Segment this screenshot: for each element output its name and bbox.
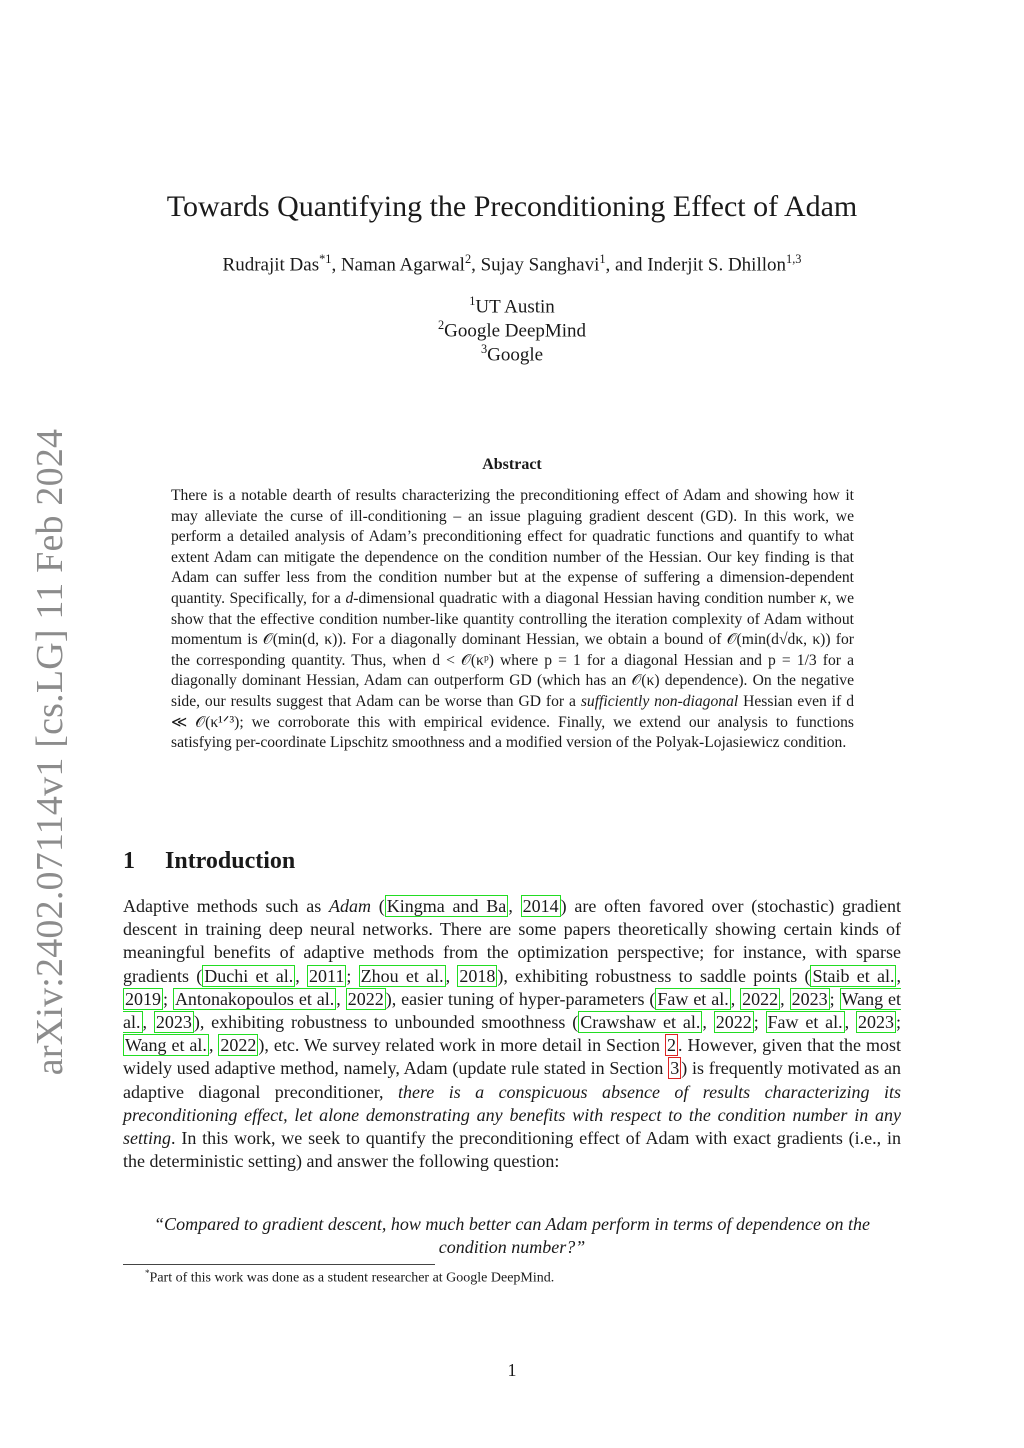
citation-link[interactable]: 2022 (715, 1012, 752, 1033)
intro-text: . In this work, we seek to quantify the preconditioning effect of Adam with exact gradients (i.e., in the deterministic setting) and answer the following question: (123, 1128, 901, 1172)
abstract-segment: -dimensional quadratic with a diagonal Hessian having condition number (353, 589, 820, 607)
intro-text: Adaptive methods such as (123, 896, 330, 916)
affiliation-name: Google (487, 344, 544, 366)
intro-text: ), exhibiting robustness to saddle points ( (497, 965, 811, 986)
footnote (123, 1268, 554, 1287)
arxiv-identifier-stamp[interactable]: arXiv:2402.07114v1 [cs.LG] 11 Feb 2024 (29, 428, 71, 1076)
author-separator: , (331, 254, 341, 276)
intro-text: , (730, 988, 741, 1009)
footnote-mark: * (145, 1268, 150, 1278)
author-list (0, 252, 1024, 276)
intro-text: , (702, 1012, 714, 1033)
section-title: Introduction (165, 848, 296, 874)
intro-text: ; (163, 988, 173, 1009)
affiliation (0, 342, 1024, 366)
section-number: 1 (123, 848, 135, 874)
citation-link[interactable]: 2019 (125, 988, 161, 1009)
intro-text: ) is frequently motivated as an adaptive diagonal preconditioner, (123, 1058, 901, 1102)
citation-link[interactable]: 2011 (309, 965, 345, 986)
citation-link[interactable]: Wang et al. (123, 988, 902, 1033)
section-heading (123, 848, 295, 875)
intro-text: . However, given that the most widely used adaptive method, namely, Adam (update rule stated in Section (123, 1035, 902, 1079)
intro-text: , (336, 988, 346, 1009)
citation-link[interactable]: 2023 (155, 1012, 192, 1033)
affiliation-mark: 2 (437, 318, 445, 332)
abstract-math: d (345, 589, 354, 607)
intro-text: , (445, 965, 458, 986)
author-name: Rudrajit Das (222, 254, 320, 276)
citation-link[interactable]: Crawshaw et al. (580, 1012, 701, 1033)
intro-text: , (208, 1035, 219, 1056)
author-name: Inderjit S. Dhillon (647, 254, 787, 276)
page-number: 1 (507, 1360, 517, 1380)
intro-emphasis: there is a conspicuous absence of results characterizing its preconditioning effect, let alone demonstrating any benefits with respect to the condition number in any setting (123, 1081, 901, 1149)
abstract-segment: , we show that the effective condition number-like quantity controlling the iteration complexity of Adam without momentum is 𝒪(min(d, κ)). For a diagonally dominant Hessian, we obtain a bound of 𝒪(min(d√dκ, κ)) for the corresponding quantity. Thus, when d < 𝒪(κᵖ) where p = 1 for a diagonal Hessian and p = 1/3 for a diagonally dominant Hessian, Adam can outperform GD (which has an 𝒪(κ) dependence). On the negative side, our results suggest that Adam can be worse than GD for a (171, 589, 854, 710)
citation-link[interactable]: Faw et al. (657, 988, 729, 1009)
intro-text: , (780, 988, 790, 1009)
intro-text: , (142, 1012, 154, 1033)
author-separator: , and (605, 254, 648, 276)
intro-text: ), exhibiting robustness to unbounded smoothness ( (193, 1012, 579, 1033)
affiliation-mark: 3 (480, 342, 488, 356)
paper-title: Towards Quantifying the Preconditioning Effect of Adam (166, 190, 858, 223)
intro-text: , (896, 965, 901, 986)
affiliation (0, 318, 1024, 342)
affiliation-name: UT Austin (475, 296, 555, 318)
citation-link[interactable]: Kingma and Ba (386, 896, 507, 916)
citation-link[interactable]: Duchi et al. (204, 965, 294, 986)
abstract-heading: Abstract (482, 456, 542, 473)
author-name: Naman Agarwal (340, 254, 465, 276)
intro-text: ), etc. We survey related work in more detail in Section (258, 1035, 665, 1056)
affiliation-mark: 1 (469, 294, 476, 308)
intro-text: , (508, 896, 521, 916)
author-affiliation-mark: 1 (599, 252, 606, 266)
intro-text: ; (346, 965, 359, 986)
abstract-text (171, 486, 854, 754)
intro-text: ) are often favored over (stochastic) gradient descent in training deep neural networks. There are some papers theoretically showing certain kinds of meaningful benefits of adaptive methods from the optimization perspective; for instance, with sparse gradients ( (123, 896, 902, 986)
abstract-emphasis: sufficiently non-diagonal (580, 692, 739, 710)
research-question-quote: “Compared to gradient descent, how much better can Adam perform in terms of dependence on the condition number?” (154, 1214, 870, 1258)
introduction-paragraph (123, 895, 901, 1173)
abstract-segment: Hessian even if d ≪ 𝒪(κ¹ᐟ³); we corroborate this with empirical evidence. Finally, we extend our analysis to functions satisfying per-coordinate Lipschitz smoothness and a modified version of the Polyak-Lojasiewicz condition. (171, 692, 854, 752)
author-affiliation-mark: *1 (319, 252, 332, 266)
citation-link[interactable]: 2023 (791, 988, 828, 1009)
abstract-segment: There is a notable dearth of results characterizing the preconditioning effect of Adam and showing how it may alleviate the curse of ill-conditioning – an issue plaguing gradient descent (GD). In this work, we perform a detailed analysis of Adam’s preconditioning effect for quadratic functions and quantify to what extent Adam can mitigate the dependence on the condition number of the Hessian. Our key finding is that Adam can suffer less from the condition number but at the expense of suffering a dimension-dependent quantity. Specifically, for a (171, 487, 854, 607)
citation-link[interactable]: 2018 (459, 965, 496, 986)
citation-link[interactable]: 2022 (742, 988, 779, 1009)
citation-link[interactable]: Antonakopoulos et al. (174, 988, 335, 1009)
intro-emphasis: Adam (329, 896, 372, 916)
section-reference-link[interactable]: 2 (667, 1035, 676, 1056)
section-reference-link[interactable]: 3 (670, 1058, 680, 1079)
affiliation-name: Google DeepMind (444, 320, 587, 342)
citation-link[interactable]: 2023 (857, 1012, 894, 1033)
footnote-text: Part of this work was done as a student researcher at Google DeepMind. (149, 1270, 555, 1286)
intro-text: ( (371, 896, 385, 916)
citation-link[interactable]: 2022 (220, 1035, 257, 1056)
intro-text: ; (829, 988, 840, 1009)
citation-link[interactable]: Wang et al. (125, 1035, 207, 1056)
citation-link[interactable]: 2022 (347, 988, 384, 1009)
footnote-divider (123, 1264, 435, 1265)
author-affiliation-mark: 2 (464, 252, 472, 266)
intro-text: ; (753, 1012, 766, 1033)
intro-text: , (844, 1012, 856, 1033)
affiliation (0, 294, 1024, 318)
citation-link[interactable]: 2014 (522, 896, 559, 916)
author-name: Sujay Sanghavi (480, 254, 600, 276)
author-separator: , (471, 254, 481, 276)
abstract-math: κ (819, 589, 828, 607)
citation-link[interactable]: Staib et al. (812, 965, 895, 986)
intro-text: , (295, 965, 308, 986)
citation-link[interactable]: Faw et al. (767, 1012, 843, 1033)
citation-link[interactable]: Zhou et al. (360, 965, 444, 986)
intro-text: ), easier tuning of hyper-parameters ( (385, 988, 656, 1009)
intro-text: ; (895, 1012, 901, 1033)
author-affiliation-mark: 1,3 (786, 252, 802, 266)
